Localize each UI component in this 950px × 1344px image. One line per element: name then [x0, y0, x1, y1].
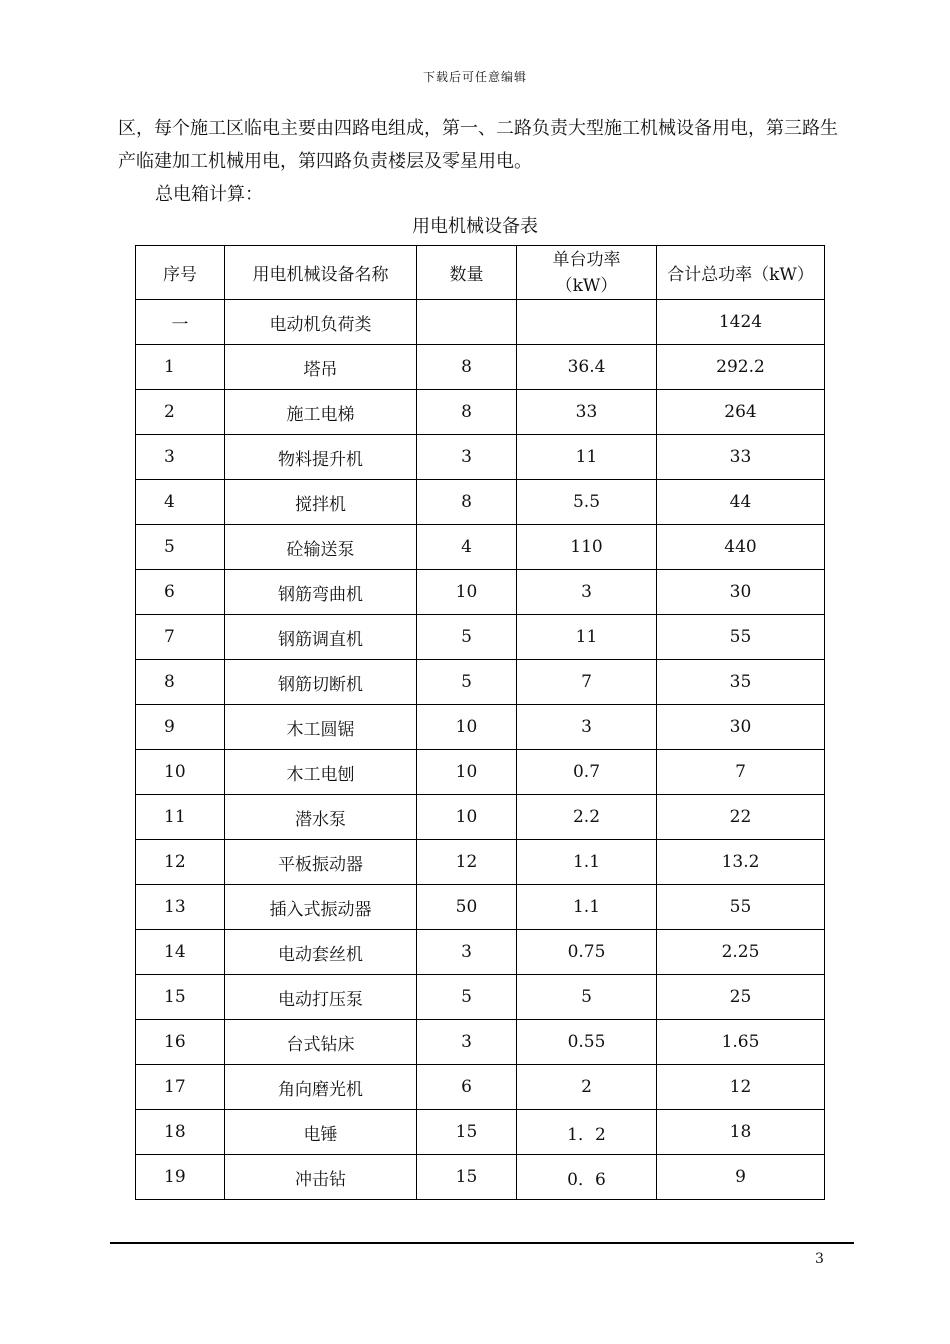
cell-seq: 15 — [136, 975, 225, 1020]
cell-total-power: 440 — [657, 525, 825, 570]
cell-total-power: 25 — [657, 975, 825, 1020]
cell-unit-power: 3 — [517, 705, 657, 750]
cell-total-power: 9 — [657, 1155, 825, 1200]
cell-qty: 6 — [417, 1065, 517, 1110]
cell-unit-power: 2.2 — [517, 795, 657, 840]
cell-total-power: 1.65 — [657, 1020, 825, 1065]
cell-name: 钢筋切断机 — [225, 660, 417, 705]
cell-total-power: 22 — [657, 795, 825, 840]
table-header-row — [136, 246, 825, 300]
cell-name: 冲击钻 — [225, 1155, 417, 1200]
cell-seq: 1 — [136, 345, 225, 390]
table-row — [136, 615, 825, 660]
table-body — [136, 300, 825, 1200]
cell-name: 砼输送泵 — [225, 525, 417, 570]
cell-qty: 3 — [417, 1020, 517, 1065]
cell-total-power: 30 — [657, 705, 825, 750]
cell-name: 潜水泵 — [225, 795, 417, 840]
cell-unit-power: 0.7 — [517, 750, 657, 795]
cell-unit-power: 7 — [517, 660, 657, 705]
header-unit-power — [517, 246, 657, 300]
cell-unit-power: 36.4 — [517, 345, 657, 390]
cell-qty: 50 — [417, 885, 517, 930]
table-row — [136, 570, 825, 615]
table-row — [136, 1020, 825, 1065]
page-header: 下载后可任意编辑 — [422, 70, 527, 84]
cell-qty: 8 — [417, 390, 517, 435]
cell-qty: 10 — [417, 570, 517, 615]
table-row — [136, 480, 825, 525]
cell-qty: 12 — [417, 840, 517, 885]
table-row — [136, 1065, 825, 1110]
equipment-table — [135, 245, 825, 1200]
cell-name: 台式钻床 — [225, 1020, 417, 1065]
cell-qty: 8 — [417, 480, 517, 525]
cell-name: 搅拌机 — [225, 480, 417, 525]
cell-total-power: 55 — [657, 885, 825, 930]
table-row — [136, 1155, 825, 1200]
cell-seq: 16 — [136, 1020, 225, 1065]
cell-name: 电锤 — [225, 1110, 417, 1155]
header-qty: 数量 — [417, 246, 517, 300]
cell-seq: 11 — [136, 795, 225, 840]
cell-total-power: 55 — [657, 615, 825, 660]
cell-total-power: 30 — [657, 570, 825, 615]
table-row — [136, 660, 825, 705]
cell-name: 插入式振动器 — [225, 885, 417, 930]
cell-seq: 18 — [136, 1110, 225, 1155]
cell-qty: 10 — [417, 705, 517, 750]
cell-qty: 3 — [417, 930, 517, 975]
cell-unit-power: 0.75 — [517, 930, 657, 975]
cell-name: 角向磨光机 — [225, 1065, 417, 1110]
cell-total-power: 2.25 — [657, 930, 825, 975]
cell-name: 钢筋调直机 — [225, 615, 417, 660]
cell-unit-power: 1.1 — [517, 885, 657, 930]
table-row — [136, 390, 825, 435]
cell-qty: 8 — [417, 345, 517, 390]
cell-seq: 10 — [136, 750, 225, 795]
cell-qty: 5 — [417, 615, 517, 660]
cell-seq: 5 — [136, 525, 225, 570]
cell-qty: 5 — [417, 975, 517, 1020]
cell-unit-power: 3 — [517, 570, 657, 615]
cell-seq: 8 — [136, 660, 225, 705]
cell-unit-power: 1.1 — [517, 840, 657, 885]
cell-total-power: 33 — [657, 435, 825, 480]
cell-unit-power: 2 — [517, 1065, 657, 1110]
cell-seq: 2 — [136, 390, 225, 435]
table-row — [136, 930, 825, 975]
table-row — [136, 300, 825, 345]
cell-unit-power: 11 — [517, 615, 657, 660]
cell-qty: 10 — [417, 795, 517, 840]
cell-qty: 15 — [417, 1155, 517, 1200]
cell-name: 电动机负荷类 — [225, 300, 417, 345]
header-seq: 序号 — [136, 246, 225, 300]
cell-total-power: 44 — [657, 480, 825, 525]
cell-unit-power: 0.55 — [517, 1020, 657, 1065]
cell-total-power: 35 — [657, 660, 825, 705]
cell-name: 电动打压泵 — [225, 975, 417, 1020]
cell-name: 钢筋弯曲机 — [225, 570, 417, 615]
cell-seq: 12 — [136, 840, 225, 885]
header-total-power: 合计总功率（kW） — [657, 246, 825, 300]
cell-total-power: 12 — [657, 1065, 825, 1110]
table-row — [136, 345, 825, 390]
cell-total-power: 18 — [657, 1110, 825, 1155]
cell-qty: 3 — [417, 435, 517, 480]
cell-seq: 13 — [136, 885, 225, 930]
footer-rule — [110, 1242, 854, 1244]
cell-seq: 7 — [136, 615, 225, 660]
cell-qty — [417, 300, 517, 345]
table-row — [136, 750, 825, 795]
cell-name: 木工电刨 — [225, 750, 417, 795]
cell-name: 木工圆锯 — [225, 705, 417, 750]
body-paragraph-1: 区，每个施工区临电主要由四路电组成，第一、二路负责大型施工机械设备用电，第三路生产临建加工机械用电，第四路负责楼层及零星用电。 — [118, 118, 838, 172]
cell-name: 电动套丝机 — [225, 930, 417, 975]
cell-total-power: 292.2 — [657, 345, 825, 390]
table-row — [136, 885, 825, 930]
cell-seq: 4 — [136, 480, 225, 525]
cell-seq: 3 — [136, 435, 225, 480]
table-row — [136, 525, 825, 570]
table-row — [136, 795, 825, 840]
cell-total-power: 1424 — [657, 300, 825, 345]
cell-unit-power: 1．2 — [517, 1110, 657, 1155]
header-name: 用电机械设备名称 — [225, 246, 417, 300]
cell-name: 平板振动器 — [225, 840, 417, 885]
table-row — [136, 435, 825, 480]
table-row — [136, 840, 825, 885]
table-row — [136, 975, 825, 1020]
cell-seq: 9 — [136, 705, 225, 750]
cell-seq: 6 — [136, 570, 225, 615]
body-paragraph-2: 总电箱计算： — [155, 184, 263, 205]
cell-total-power: 7 — [657, 750, 825, 795]
cell-total-power: 264 — [657, 390, 825, 435]
cell-qty: 5 — [417, 660, 517, 705]
cell-unit-power: 110 — [517, 525, 657, 570]
table-row — [136, 705, 825, 750]
cell-qty: 10 — [417, 750, 517, 795]
cell-seq: 17 — [136, 1065, 225, 1110]
page-number: 3 — [815, 1251, 824, 1267]
cell-seq: 14 — [136, 930, 225, 975]
cell-qty: 4 — [417, 525, 517, 570]
cell-qty: 15 — [417, 1110, 517, 1155]
cell-unit-power — [517, 300, 657, 345]
cell-unit-power: 5.5 — [517, 480, 657, 525]
cell-name: 塔吊 — [225, 345, 417, 390]
cell-name: 施工电梯 — [225, 390, 417, 435]
header-unit-power-line2: （kW） — [555, 275, 618, 296]
cell-unit-power: 33 — [517, 390, 657, 435]
cell-total-power: 13.2 — [657, 840, 825, 885]
cell-unit-power: 5 — [517, 975, 657, 1020]
cell-seq: 19 — [136, 1155, 225, 1200]
header-unit-power-line1: 单台功率 — [552, 249, 621, 270]
cell-unit-power: 0．6 — [517, 1155, 657, 1200]
cell-name: 物料提升机 — [225, 435, 417, 480]
table-caption: 用电机械设备表 — [412, 216, 538, 237]
table-row — [136, 1110, 825, 1155]
cell-seq: 一 — [136, 300, 225, 345]
cell-unit-power: 11 — [517, 435, 657, 480]
